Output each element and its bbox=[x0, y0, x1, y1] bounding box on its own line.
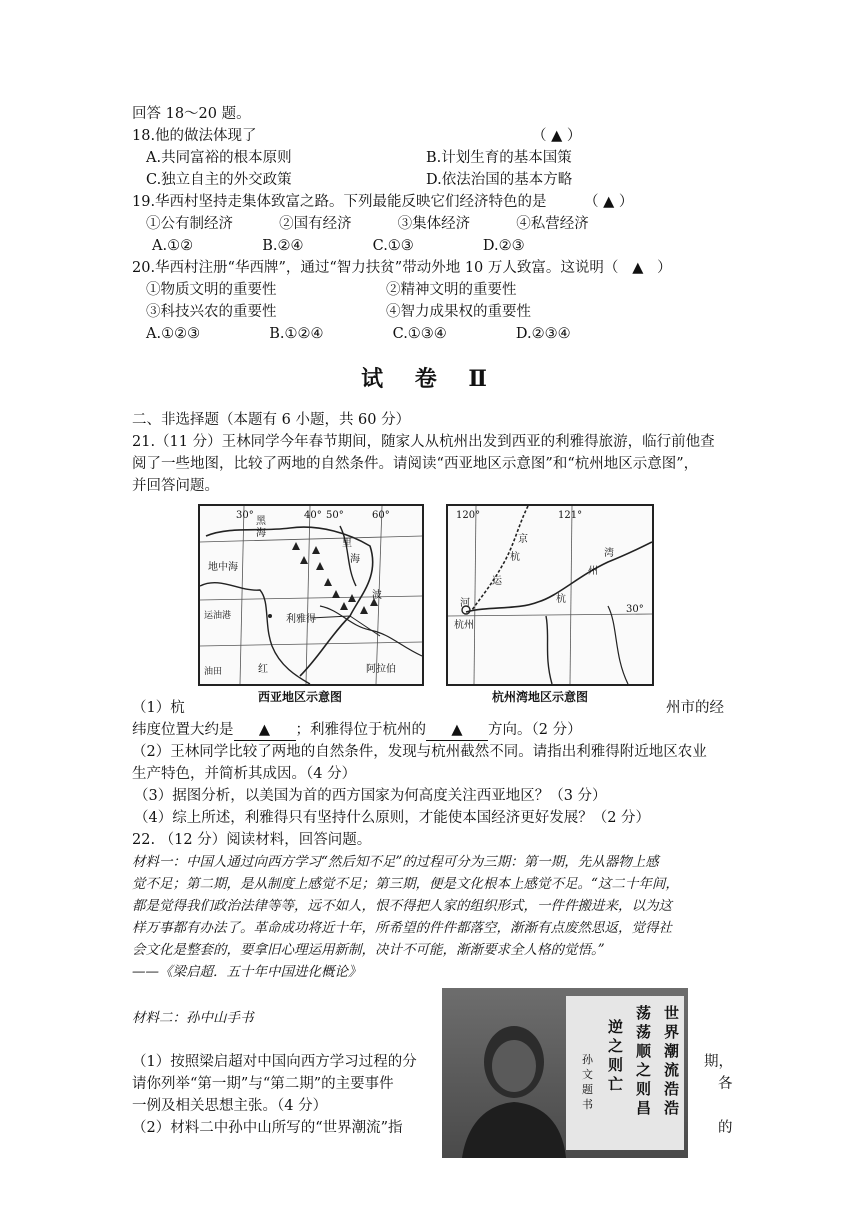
map1-caspian-2: 海 bbox=[350, 554, 360, 565]
material1-line-2: 觉不足；第二期，是从制度上感觉不足；第三期，便是文化根本上感觉不足。“这二十年间， bbox=[132, 876, 679, 892]
hangzhou-bay-map bbox=[446, 504, 654, 686]
map1-lon-40: 40° bbox=[304, 510, 322, 521]
west-asia-map-caption: 西亚地区示意图 bbox=[258, 690, 343, 704]
q21-part3: （3）据图分析，以美国为首的西方国家为何高度关注西亚地区？（3 分） bbox=[134, 788, 607, 804]
q21-part2-line2: 生产特色，并简析其成因。（4 分） bbox=[132, 766, 357, 782]
map1-gulf: 波 bbox=[372, 590, 382, 601]
q20-item-2: ②精神文明的重要性 bbox=[386, 282, 517, 298]
calligraphy-signature: 孙文题书 bbox=[582, 1053, 593, 1111]
q22-part2-start: （2）材料二中孙中山所写的“世界潮流”指 bbox=[132, 1120, 403, 1136]
q21-line-1: 21.（11 分）王林同学今年春节期间，随家人从杭州出发到西亚的利雅得旅游，临行前他查 bbox=[132, 434, 715, 450]
map2-bay-1: 杭 bbox=[556, 594, 566, 605]
q21-part1-end: 州市的经 bbox=[666, 700, 724, 716]
material1-line-1: 材料一：中国人通过向西方学习“然后知不足”的过程可分为三期：第一期，先从器物上感 bbox=[132, 854, 659, 870]
map2-lon-121: 121° bbox=[558, 510, 583, 521]
material1-source: ——《梁启超．五十年中国进化概论》 bbox=[132, 964, 362, 980]
paper-title: 试 卷 Ⅱ bbox=[361, 366, 499, 392]
map2-canal-1: 京 bbox=[518, 534, 528, 545]
q18-option-c: C.独立自主的外交政策 bbox=[146, 172, 292, 188]
q21-part1-post: 方向。（2 分） bbox=[488, 722, 582, 738]
material1-line-4: 样万事都有办法了。革命成功将近十年，所希望的件件都落空，渐渐有点废然思返，觉得社 bbox=[132, 920, 672, 936]
map1-legend-oilfield: 油田 bbox=[204, 667, 223, 677]
calligraphy-col-2: 荡荡顺之则昌 bbox=[636, 1004, 652, 1117]
map1-black-sea-2: 海 bbox=[256, 528, 266, 539]
sun-yat-sen-calligraphy-photo bbox=[442, 988, 688, 1158]
q21-line-2: 阅了一些地图，比较了两地的自然条件。请阅读“西亚地区示意图”和“杭州地区示意图”， bbox=[132, 456, 699, 472]
map2-canal-2: 杭 bbox=[510, 552, 520, 563]
q21-line-3: 并回答问题。 bbox=[132, 478, 219, 494]
q22-part1-line1-end: 期， bbox=[704, 1054, 733, 1070]
answer-blank-latlon[interactable]: ▲ bbox=[234, 720, 296, 741]
q19-items: ①公有制经济 ②国有经济 ③集体经济 ④私营经济 bbox=[146, 216, 589, 232]
q22-part1-line2-end: 各 bbox=[718, 1076, 733, 1092]
map1-lon-60: 60° bbox=[372, 510, 390, 521]
q21-part1-start: （1）杭 bbox=[132, 700, 185, 716]
q21-part1-pre: 纬度位置大约是 bbox=[132, 722, 234, 738]
map1-lon-50: 50° bbox=[326, 510, 344, 521]
material1-line-5: 会文化是整套的，要拿旧心理运用新制，决计不可能，渐渐要求全人格的觉悟。” bbox=[132, 942, 605, 958]
map1-lon-30: 30° bbox=[236, 510, 254, 521]
map1-arabian-sea: 阿拉伯 bbox=[366, 664, 396, 675]
q20-choices: A.①②③ B.①②④ C.①③④ D.②③④ bbox=[146, 326, 571, 342]
map1-black-sea-1: 黑 bbox=[256, 516, 266, 527]
map1-caspian-1: 里 bbox=[342, 538, 352, 549]
q22-part1-line3: 一例及相关思想主张。（4 分） bbox=[132, 1098, 328, 1114]
material1-line-3: 都是觉得我们政治法律等等，远不如人，恨不得把人家的组织形式，一件件搬进来，以为这 bbox=[132, 898, 672, 914]
intro-text: 回答 18～20 题。 bbox=[132, 106, 251, 122]
q20-item-3: ③科技兴农的重要性 bbox=[146, 304, 277, 320]
map1-red-sea: 红 bbox=[258, 664, 268, 675]
q22-part2-end: 的 bbox=[718, 1120, 733, 1136]
section-heading: 二、非选择题（本题有 6 小题，共 60 分） bbox=[132, 412, 411, 428]
q18-option-a: A.共同富裕的根本原则 bbox=[146, 150, 292, 166]
map1-legend-port: 运油港 bbox=[204, 611, 232, 621]
map1-mediterranean: 地中海 bbox=[208, 562, 238, 573]
q22-part1-line2-start: 请你列举“第一期”与“第二期”的主要事件 bbox=[132, 1076, 394, 1092]
map2-lon-120: 120° bbox=[456, 510, 481, 521]
q21-part1-mid: ；利雅得位于杭州的 bbox=[295, 722, 426, 738]
calligraphy-col-1: 世界潮流浩浩 bbox=[664, 1004, 680, 1117]
calligraphy-col-3: 逆之则亡 bbox=[608, 1018, 624, 1093]
answer-blank-direction[interactable]: ▲ bbox=[426, 720, 488, 741]
q18-option-d: D.依法治国的基本方略 bbox=[426, 172, 573, 188]
map2-river: 河 bbox=[460, 598, 470, 609]
q19-answer-mark: （ ▲ ） bbox=[584, 194, 634, 210]
q19-stem: 19.华西村坚持走集体致富之路。下列最能反映它们经济特色的是 bbox=[132, 194, 547, 210]
material2-label: 材料二：孙中山手书 bbox=[132, 1010, 254, 1026]
q20-stem: 20.华西村注册“华西牌”，通过“智力扶贫”带动外地 10 万人致富。这说明（ ▲ ） bbox=[132, 260, 672, 276]
q20-item-1: ①物质文明的重要性 bbox=[146, 282, 277, 298]
q18-option-b: B.计划生育的基本国策 bbox=[426, 150, 572, 166]
q21-part1-line2 bbox=[132, 720, 582, 741]
map2-lat-30: 30° bbox=[626, 604, 644, 615]
hangzhou-bay-map-caption: 杭州湾地区示意图 bbox=[492, 690, 589, 704]
map2-hangzhou: 杭州 bbox=[454, 620, 474, 631]
q18-answer-mark: （ ▲ ） bbox=[532, 128, 582, 144]
q20-item-4: ④智力成果权的重要性 bbox=[386, 304, 531, 320]
map2-bay-3: 湾 bbox=[604, 548, 614, 559]
q22-heading: 22. （12 分）阅读材料，回答问题。 bbox=[132, 832, 372, 848]
west-asia-map bbox=[198, 504, 424, 686]
q22-part1-line1-start: （1）按照梁启超对中国向西方学习过程的分 bbox=[132, 1054, 417, 1070]
q21-part2-line1: （2）王林同学比较了两地的自然条件，发现与杭州截然不同。请指出利雅得附近地区农业 bbox=[132, 744, 707, 760]
map1-riyadh: 利雅得 bbox=[286, 614, 316, 625]
q18-stem: 18.他的做法体现了 bbox=[132, 128, 257, 144]
hangzhou-bay-map-drawing bbox=[448, 506, 652, 684]
map2-bay-2: 州 bbox=[588, 566, 598, 577]
q21-part4: （4）综上所述，利雅得只有坚持什么原则，才能使本国经济更好发展？（2 分） bbox=[134, 810, 651, 826]
map2-canal-3: 运 bbox=[492, 576, 502, 587]
west-asia-map-drawing bbox=[200, 506, 422, 684]
q19-choices: A.①② B.②④ C.①③ D.②③ bbox=[152, 238, 525, 254]
